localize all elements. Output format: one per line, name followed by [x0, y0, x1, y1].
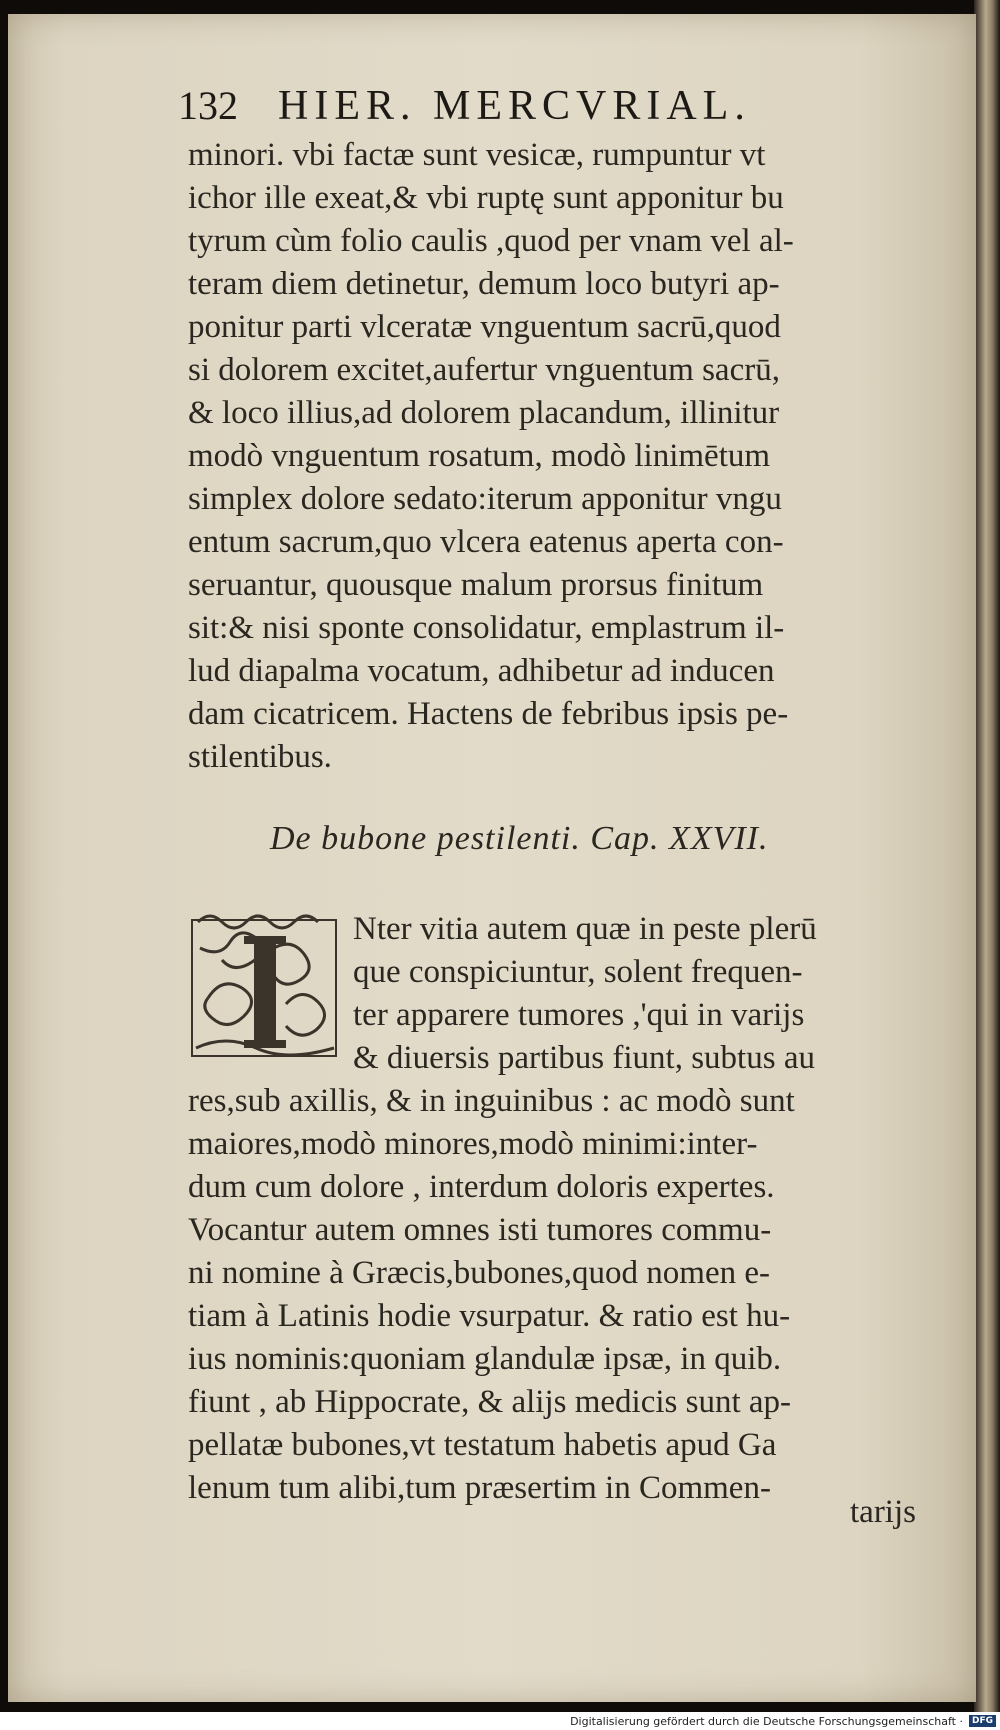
text-line: & loco illius,ad dolorem placandum, illinitur: [188, 395, 780, 431]
text-line: si dolorem excitet,aufertur vnguentum sacrū,: [188, 352, 780, 388]
text-line: res,sub axillis, & in inguinibus : ac modò sunt: [188, 1083, 795, 1119]
text-line: fiunt , ab Hippocrate, & alijs medicis sunt ap-: [188, 1384, 792, 1420]
text-line: Vocantur autem omnes isti tumores commu-: [188, 1212, 772, 1248]
running-title: HIER. MERCVRIAL.: [278, 83, 751, 129]
paragraph-2: [188, 908, 928, 1510]
footer-credit: Digitalisierung gefördert durch die Deutsche Forschungsgemeinschaft ·: [570, 1714, 963, 1728]
page-number: 132: [178, 83, 238, 128]
text-line: pellatæ bubones,vt testatum habetis apud Ga: [188, 1427, 777, 1463]
text-line: stilentibus.: [188, 739, 332, 775]
text-line: sit:& nisi sponte consolidatur, emplastrum il-: [188, 610, 785, 646]
text-line: lenum tum alibi,tum præsertim in Commen-: [188, 1470, 771, 1506]
text-line: & diuersis partibus fiunt, subtus au: [353, 1040, 815, 1076]
text-line: ni nomine à Græcis,bubones,quod nomen e-: [188, 1255, 770, 1291]
text-line: que conspiciuntur, solent frequen-: [353, 954, 803, 990]
catchword: tarijs: [850, 1494, 916, 1530]
text-line: ius nominis:quoniam glandulæ ipsæ, in quib.: [188, 1341, 782, 1377]
text-line: lud diapalma vocatum, adhibetur ad inducen: [188, 653, 775, 689]
text-line: seruantur, quousque malum prorsus finitum: [188, 567, 764, 603]
running-head: [178, 82, 858, 132]
text-line: dum cum dolore , interdum doloris expertes.: [188, 1169, 775, 1205]
text-line: entum sacrum,quo vlcera eatenus aperta con-: [188, 524, 784, 560]
footer-bar: [0, 1712, 1000, 1730]
text-line: Nter vitia autem quæ in peste plerū: [353, 911, 817, 947]
text-line: modò vnguentum rosatum, modò linimētum: [188, 438, 771, 474]
text-line: ter apparere tumores ,'qui in varijs: [353, 997, 805, 1033]
text-line: teram diem detinetur, demum loco butyri ap-: [188, 266, 780, 302]
text-line: minori. vbi factæ sunt vesicæ, rumpuntur vt: [188, 137, 766, 173]
text-line: tyrum cùm folio caulis ,quod per vnam vel al-: [188, 223, 794, 259]
text-line: ichor ille exeat,& vbi ruptę sunt apponitur bu: [188, 180, 784, 216]
text-line: dam cicatricem. Hactens de febribus ipsis pe-: [188, 696, 789, 732]
dfg-logo: DFG: [969, 1715, 996, 1727]
book-spine-edge: [974, 0, 1000, 1712]
paragraph-1: [188, 134, 928, 779]
chapter-heading: De bubone pestilenti. Cap. XXVII.: [270, 820, 769, 857]
text-line: maiores,modò minores,modò minimi:inter-: [188, 1126, 758, 1162]
text-line: tiam à Latinis hodie vsurpatur. & ratio est hu-: [188, 1298, 791, 1334]
text-line: simplex dolore sedato:iterum apponitur vngu: [188, 481, 782, 517]
text-line: ponitur parti vlceratæ vnguentum sacrū,quod: [188, 309, 781, 345]
